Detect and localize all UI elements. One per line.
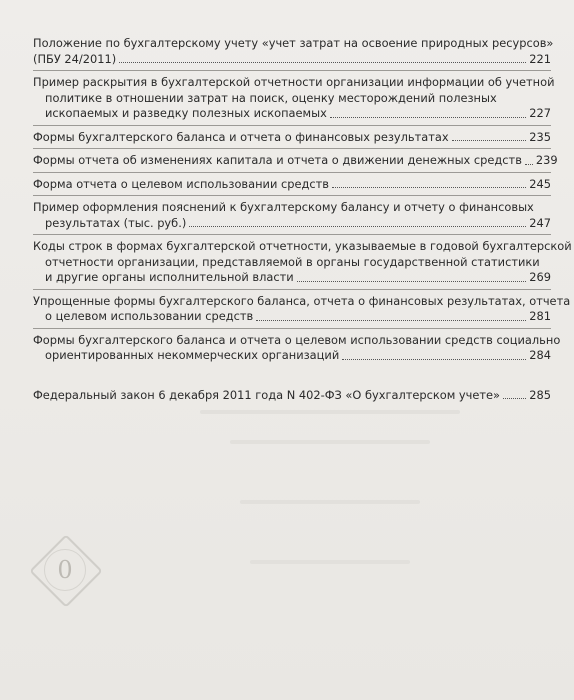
entry-divider (33, 70, 551, 71)
dot-leader (503, 398, 526, 399)
toc-page-number: 281 (529, 309, 551, 323)
entry-divider (33, 195, 551, 196)
toc-entry-text: Формы бухгалтерского баланса и отчета о целевом использовании средств социально (33, 332, 561, 347)
toc-entry[interactable] (33, 200, 551, 231)
toc-page-number: 245 (529, 176, 551, 191)
toc-entry-text: ископаемых и разведку полезных ископаемых (45, 106, 327, 120)
toc-entry-text: Упрощенные формы бухгалтерского баланса, отчета о финансовых результатах, отчета (33, 293, 571, 308)
show-through-line (230, 440, 430, 444)
toc-entry-text: Пример оформления пояснений к бухгалтерскому балансу и отчету о финансовых (33, 200, 534, 214)
toc-page-number: 239 (535, 153, 558, 167)
toc-page-number: 227 (529, 106, 551, 120)
toc-page-number: 285 (529, 387, 551, 402)
toc-entry[interactable] (33, 36, 554, 67)
toc-entry[interactable] (33, 153, 558, 169)
section-gap (33, 364, 551, 388)
toc-entry-text: отчетности организации, представляемой в органы государственной статистики (45, 254, 540, 269)
toc-entry-text: Формы отчета об изменениях капитала и отчета о движении денежных средств (33, 153, 522, 167)
toc-entry-text: Формы бухгалтерского баланса и отчета о финансовых результатах (33, 129, 449, 144)
toc-entry[interactable] (33, 75, 555, 122)
show-through-line (240, 500, 420, 504)
toc-page-number: 269 (529, 270, 551, 284)
dot-leader (452, 140, 527, 141)
toc-entry[interactable] (33, 332, 561, 364)
dot-leader (342, 359, 526, 360)
toc-entry-law[interactable] (33, 388, 551, 404)
toc-entry-text: Пример раскрытия в бухгалтерской отчетности организации информации об учетной (33, 75, 555, 89)
entry-divider (33, 172, 551, 173)
toc-entry-text: Положение по бухгалтерскому учету «учет затрат на освоение природных ресурсов» (33, 36, 554, 50)
entry-divider (33, 234, 551, 235)
toc-page-number: 221 (529, 51, 551, 66)
toc-entry-text: (ПБУ 24/2011) (33, 51, 117, 66)
toc-entry-text: о целевом использовании средств (45, 309, 254, 323)
toc-entry-text: Коды строк в формах бухгалтерской отчетности, указываемые в годовой бухгалтерской (33, 239, 572, 253)
dot-leader (256, 320, 526, 321)
show-through-line (250, 560, 410, 564)
toc-entry-text: Федеральный закон 6 декабря 2011 года N 402-ФЗ «О бухгалтерском учете» (33, 387, 501, 402)
dot-leader (297, 281, 527, 282)
toc-entry-text: политике в отношении затрат на поиск, оценку месторождений полезных (45, 90, 497, 105)
dot-leader (525, 164, 533, 165)
toc-entry[interactable] (33, 130, 551, 146)
toc-entry-text: ориентированных некоммерческих организаций (45, 348, 340, 362)
toc-entry-text: Форма отчета о целевом использовании средств (33, 176, 329, 191)
dot-leader (119, 62, 526, 63)
entry-divider (33, 125, 551, 126)
entry-divider (33, 328, 551, 329)
table-of-contents (33, 36, 572, 403)
toc-page-number: 247 (529, 215, 551, 230)
show-through-line (200, 410, 460, 414)
entry-divider (33, 148, 551, 149)
dot-leader (189, 226, 526, 227)
entry-divider (33, 289, 551, 290)
toc-entry[interactable] (33, 177, 551, 193)
dot-leader (330, 117, 526, 118)
toc-entry-text: результатах (тыс. руб.) (45, 215, 187, 230)
dot-leader (332, 187, 526, 188)
page-stamp-glyph: 0 (44, 549, 86, 591)
toc-entry[interactable] (33, 293, 571, 325)
toc-entry[interactable] (33, 239, 572, 286)
toc-entry-text: и другие органы исполнительной власти (45, 270, 294, 284)
toc-page-number: 235 (529, 129, 551, 144)
toc-page-number: 284 (529, 348, 551, 362)
